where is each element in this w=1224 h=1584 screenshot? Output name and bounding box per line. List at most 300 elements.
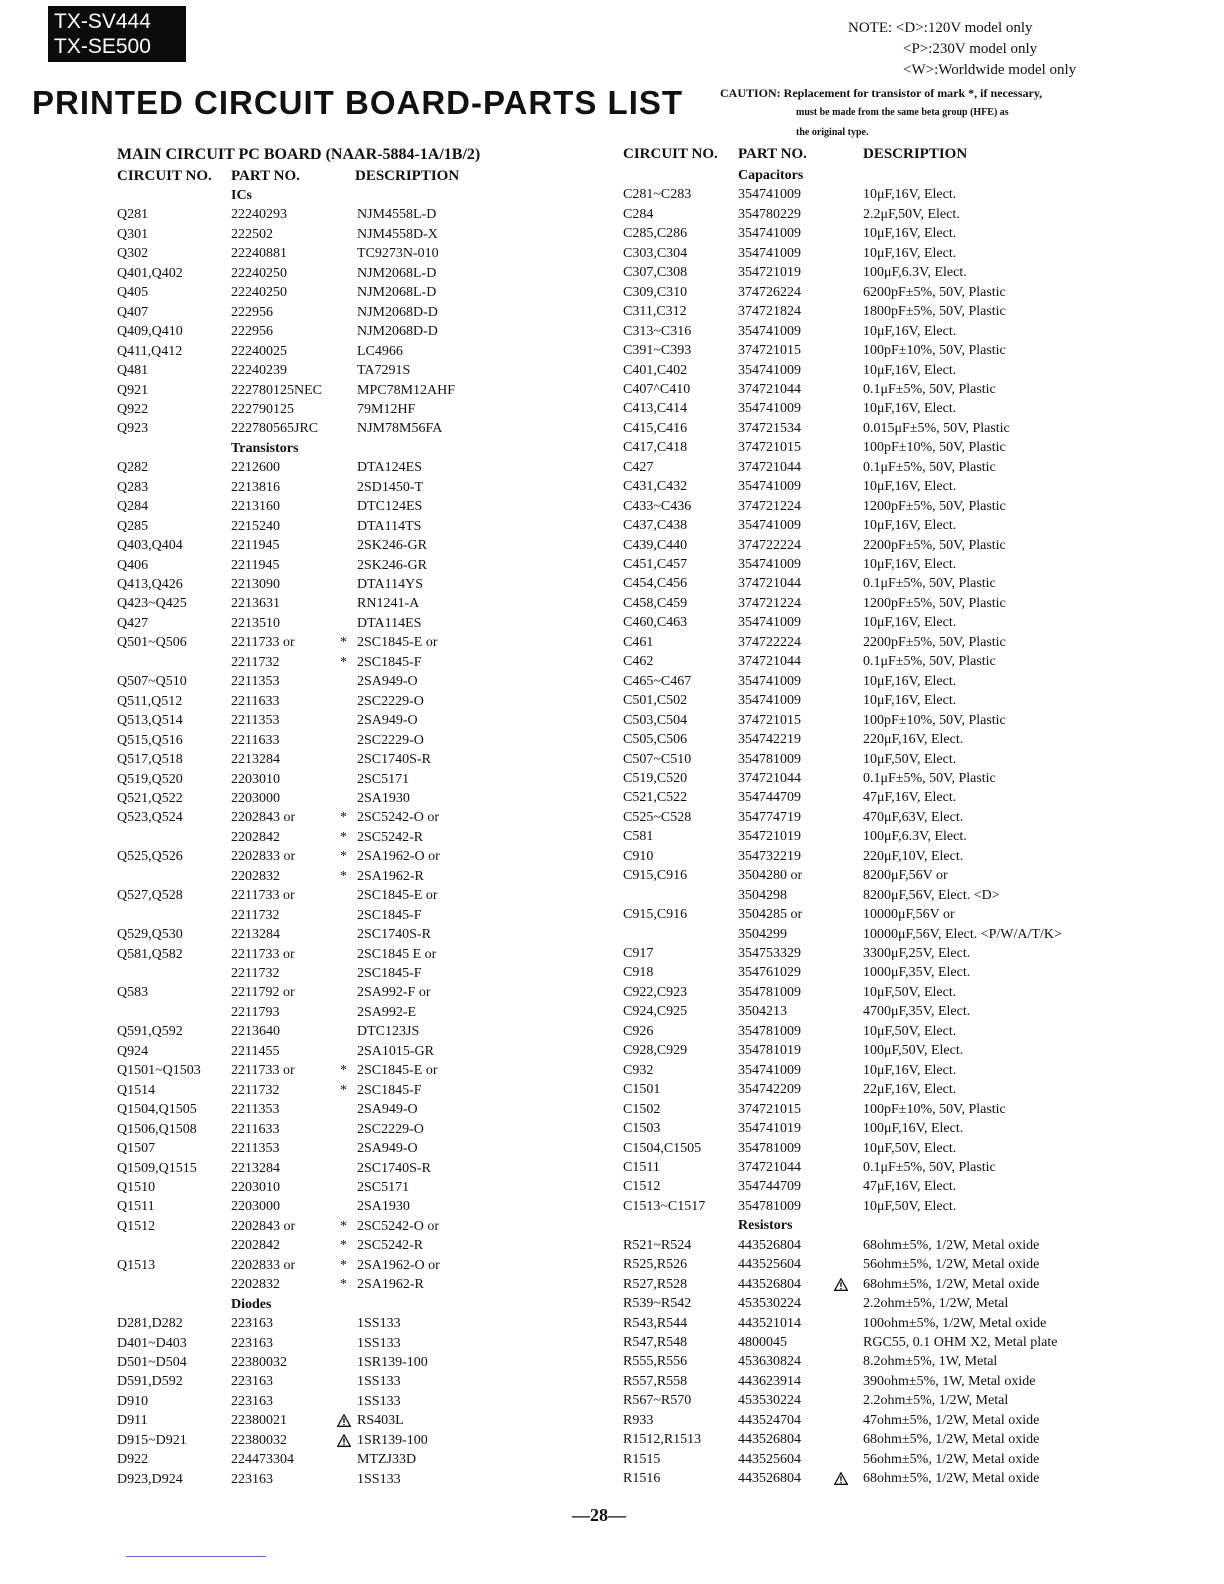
circuit-no: C910 [623, 848, 654, 864]
circuit-no: R527,R528 [623, 1276, 688, 1292]
part-no: 374726224 [738, 284, 801, 300]
parts-row [117, 1022, 587, 1041]
description: 2SA949-O [357, 1102, 418, 1118]
parts-row [117, 1392, 587, 1411]
hfe-mark: * [340, 1238, 347, 1254]
description: 10μF,50V, Elect. [863, 1140, 957, 1156]
parts-row [117, 1217, 587, 1236]
caution-line: the original type. [796, 127, 869, 138]
parts-row [117, 419, 587, 438]
circuit-no: C503,C504 [623, 712, 688, 728]
description: 100pF±10%, 50V, Plastic [863, 440, 1006, 456]
part-no: 222790125 [231, 401, 294, 417]
part-no: 354741009 [738, 557, 801, 572]
circuit-no: C581 [623, 829, 654, 845]
circuit-no: C465~C467 [623, 673, 692, 689]
part-no: 354741009 [738, 693, 801, 709]
circuit-no: R567~R570 [623, 1393, 692, 1409]
circuit-no: C918 [623, 965, 654, 981]
circuit-no: Q405 [117, 285, 149, 301]
parts-row [117, 1314, 587, 1333]
circuit-no: C407^C410 [623, 381, 691, 397]
part-no: 2215240 [231, 518, 280, 534]
part-no: 2202833 or [231, 849, 296, 865]
part-no: 443526804 [738, 1237, 801, 1253]
description: 2SA1962-R [357, 868, 424, 884]
part-no: 354741009 [738, 226, 801, 242]
description: 2SC1845-E or [357, 1063, 438, 1079]
parts-row [623, 652, 1093, 671]
parts-row [117, 925, 587, 944]
circuit-no: C917 [623, 946, 654, 961]
caution-line: must be made from the same beta group (HFE) as [796, 107, 1009, 118]
circuit-no: Q515,Q516 [117, 732, 183, 748]
part-no: 222780125NEC [231, 382, 322, 398]
parts-row [117, 1100, 587, 1119]
part-no: 374721015 [738, 712, 801, 728]
circuit-no: R539~R542 [623, 1296, 692, 1312]
circuit-no: R1512,R1513 [623, 1432, 702, 1448]
part-no: 374721044 [738, 576, 801, 592]
page-title: PRINTED CIRCUIT BOARD-PARTS LIST [32, 84, 684, 121]
parts-row [623, 341, 1093, 360]
parts-row [623, 1275, 1093, 1294]
part-no: 2203010 [231, 1179, 280, 1195]
page-number: —28— [572, 1505, 626, 1525]
part-no: 374721044 [738, 654, 801, 670]
part-no: 354741009 [738, 479, 801, 495]
part-no: 2211633 [231, 1121, 280, 1137]
description: 100μF,6.3V, Elect. [863, 829, 967, 845]
description: 10μF,50V, Elect. [863, 1198, 957, 1214]
parts-row [117, 1003, 587, 1022]
parts-row [623, 711, 1093, 730]
description: 1SR139-100 [357, 1432, 428, 1448]
part-no: 2202843 or [231, 810, 296, 826]
description: 1SR139-100 [357, 1355, 428, 1370]
description: 10μF,16V, Elect. [863, 362, 957, 378]
parts-row [117, 1236, 587, 1255]
circuit-no: C521,C522 [623, 790, 688, 806]
parts-row [117, 517, 587, 536]
description: 68ohm±5%, 1/2W, Metal oxide [863, 1432, 1040, 1448]
part-no: 354741009 [738, 1062, 801, 1078]
circuit-no: C915,C916 [623, 907, 688, 923]
description: 2SC1740S-R [357, 1160, 431, 1176]
parts-row [623, 477, 1093, 496]
parts-row [117, 828, 587, 847]
hfe-mark: * [340, 1277, 347, 1293]
description: 2.2ohm±5%, 1/2W, Metal [863, 1296, 1009, 1312]
parts-row [623, 594, 1093, 613]
parts-row [623, 925, 1093, 944]
hfe-mark: * [340, 1257, 347, 1273]
description: 470μF,63V, Elect. [863, 809, 964, 825]
circuit-no: D922 [117, 1452, 149, 1468]
description: 2SC2229-O [357, 732, 424, 748]
part-no: 374721534 [738, 420, 801, 436]
description: 10000μF,56V, Elect. <P/W/A/T/K> [863, 926, 1062, 942]
part-no: 354744709 [738, 1179, 801, 1195]
circuit-no: C417,C418 [623, 440, 688, 456]
part-no: 354781019 [738, 1043, 801, 1059]
parts-row [623, 1080, 1093, 1099]
circuit-no: C1513~C1517 [623, 1198, 706, 1214]
circuit-no: Q921 [117, 382, 149, 398]
part-no: 2211945 [231, 557, 280, 573]
part-no: 354741009 [738, 187, 801, 203]
part-no: 22240239 [231, 363, 287, 379]
part-no: 3504285 or [738, 907, 803, 923]
parts-row [117, 1159, 587, 1178]
description: 1SS133 [357, 1374, 401, 1390]
parts-row [623, 866, 1093, 885]
circuit-no: Q1513 [117, 1257, 156, 1273]
part-no: 443521014 [738, 1315, 801, 1331]
group-heading: Transistors [231, 440, 299, 456]
circuit-no: C915,C916 [623, 868, 688, 884]
circuit-no: Q413,Q426 [117, 577, 183, 592]
hfe-mark: * [340, 849, 347, 865]
parts-row [117, 633, 587, 652]
description: 2SA992-E [357, 1004, 417, 1020]
part-no: 2211732 [231, 654, 280, 670]
parts-row [117, 983, 587, 1002]
circuit-no: C507~C510 [623, 751, 692, 767]
parts-row [623, 788, 1093, 807]
parts-row [623, 536, 1093, 555]
circuit-no: C505,C506 [623, 732, 688, 748]
description: DTA114YS [357, 577, 424, 592]
circuit-no: C431,C432 [623, 479, 688, 495]
parts-row [117, 1334, 587, 1353]
description: 2SC5242-R [357, 829, 424, 845]
description: 2SC1740S-R [357, 752, 431, 768]
part-no: 443525604 [738, 1451, 801, 1467]
circuit-no: C413,C414 [623, 401, 688, 417]
part-no: 354741009 [738, 245, 801, 261]
parts-row [117, 1139, 587, 1158]
circuit-no: Q501~Q506 [117, 635, 187, 651]
description: 10μF,50V, Elect. [863, 751, 957, 767]
parts-row [623, 166, 1093, 185]
description: 100μF,50V, Elect. [863, 1043, 964, 1059]
part-no: 354781009 [738, 1140, 801, 1156]
part-no: 3504280 or [738, 868, 803, 884]
parts-row [623, 263, 1093, 282]
description: 2SC1845-F [357, 907, 422, 923]
parts-row [623, 613, 1093, 632]
description: DTA124ES [357, 460, 422, 476]
hfe-mark: * [340, 1218, 347, 1234]
part-no: 354741009 [738, 323, 801, 339]
circuit-no: C461 [623, 634, 654, 650]
parts-row [623, 983, 1093, 1002]
parts-row [117, 478, 587, 497]
description: 1SS133 [357, 1335, 401, 1351]
parts-row [117, 283, 587, 302]
description: 79M12HF [357, 401, 416, 417]
part-no: 374721015 [738, 343, 801, 359]
footer-rule [126, 1556, 266, 1557]
circuit-no: Q423~Q425 [117, 596, 187, 612]
part-no: 354774719 [738, 809, 801, 825]
description: 100pF±10%, 50V, Plastic [863, 712, 1006, 728]
part-no: 453630824 [738, 1354, 801, 1370]
hfe-mark: * [340, 868, 347, 884]
circuit-no: C313~C316 [623, 323, 692, 339]
description: 2SC1845-F [357, 1082, 422, 1098]
description: 220μF,10V, Elect. [863, 848, 964, 864]
parts-row [117, 614, 587, 633]
description: 47μF,16V, Elect. [863, 790, 957, 806]
description: RGC55, 0.1 OHM X2, Metal plate [863, 1335, 1058, 1350]
parts-row [623, 1119, 1093, 1138]
note-line: <W>:Worldwide model only [903, 62, 1077, 78]
part-no: 354742219 [738, 732, 801, 748]
description: 2200pF±5%, 50V, Plastic [863, 634, 1006, 650]
part-no: 4800045 [738, 1335, 787, 1350]
description: 2SC1845-F [357, 654, 422, 670]
description: 2SC2229-O [357, 1121, 424, 1137]
circuit-no: Q1511 [117, 1199, 155, 1215]
parts-row [117, 1411, 587, 1430]
parts-row [623, 1197, 1093, 1216]
description: 100ohm±5%, 1/2W, Metal oxide [863, 1315, 1047, 1331]
description: 10μF,50V, Elect. [863, 1023, 957, 1039]
circuit-no: Q1507 [117, 1141, 156, 1157]
description: 2SC5242-O or [357, 810, 440, 826]
part-no: 2202842 [231, 1238, 280, 1254]
part-no: 354721019 [738, 829, 801, 845]
header-part-no: PART NO. [738, 146, 807, 162]
parts-row [117, 672, 587, 691]
circuit-no: C309,C310 [623, 284, 688, 300]
description: 10μF,16V, Elect. [863, 693, 957, 709]
circuit-no: D501~D504 [117, 1355, 187, 1370]
part-no: 374721224 [738, 595, 801, 611]
description: 8200μF,56V or [863, 868, 948, 884]
description: 68ohm±5%, 1/2W, Metal oxide [863, 1471, 1040, 1487]
parts-row [623, 672, 1093, 691]
parts-row [623, 886, 1093, 905]
part-no: 2202832 [231, 868, 280, 884]
part-no: 374721824 [738, 304, 801, 320]
circuit-no: Q507~Q510 [117, 674, 187, 690]
description: 10μF,16V, Elect. [863, 401, 957, 417]
description: 2SA992-F or [357, 985, 431, 1001]
part-no: 443526804 [738, 1432, 801, 1448]
parts-row [623, 399, 1093, 418]
circuit-no: Q529,Q530 [117, 927, 183, 943]
circuit-no: C307,C308 [623, 265, 688, 281]
part-no: 2211455 [231, 1043, 280, 1059]
parts-row [117, 556, 587, 575]
part-no: 354741019 [738, 1121, 801, 1137]
circuit-no: R555,R556 [623, 1354, 688, 1370]
circuit-no: Q1509,Q1515 [117, 1160, 197, 1176]
parts-row [623, 1469, 1093, 1488]
description: NJM2068D-D [357, 324, 438, 340]
parts-row [623, 283, 1093, 302]
description: 2SC2229-O [357, 693, 424, 709]
circuit-no: Q302 [117, 246, 149, 262]
parts-row [117, 264, 587, 283]
part-no: 2202832 [231, 1277, 280, 1293]
part-no: 2213816 [231, 479, 280, 495]
part-no: 22380032 [231, 1432, 287, 1448]
parts-row [623, 574, 1093, 593]
description: 6200pF±5%, 50V, Plastic [863, 284, 1006, 300]
circuit-no: D591,D592 [117, 1374, 183, 1390]
part-no: 2213090 [231, 577, 280, 592]
part-no: 443623914 [738, 1373, 801, 1389]
circuit-no: C926 [623, 1023, 654, 1039]
circuit-no: C525~C528 [623, 809, 692, 825]
parts-row [117, 789, 587, 808]
description: NJM2068L-D [357, 285, 437, 301]
part-no: 2211732 [231, 1082, 280, 1098]
parts-row [623, 1294, 1093, 1313]
part-no: 22240881 [231, 246, 287, 262]
part-no: 2213510 [231, 615, 280, 631]
parts-row [623, 322, 1093, 341]
parts-row [623, 302, 1093, 321]
description: DTA114ES [357, 615, 422, 631]
description: NJM4558D-X [357, 226, 438, 242]
description: 2SC1845-E or [357, 635, 438, 651]
circuit-no: C433~C436 [623, 498, 692, 514]
circuit-no: R1516 [623, 1471, 661, 1487]
description: 2SC1845-E or [357, 888, 438, 904]
parts-row [117, 1081, 587, 1100]
description: RS403L [357, 1413, 404, 1429]
part-no: 222502 [231, 226, 273, 242]
parts-row [623, 1216, 1093, 1235]
parts-row [117, 906, 587, 925]
description: 220μF,16V, Elect. [863, 732, 964, 748]
part-no: 374721015 [738, 1101, 801, 1117]
description: 10μF,16V, Elect. [863, 187, 957, 203]
circuit-no: R521~R524 [623, 1237, 692, 1253]
parts-row [623, 1314, 1093, 1333]
parts-row [623, 1255, 1093, 1274]
description: MTZJ33D [357, 1452, 417, 1468]
description: NJM2068L-D [357, 265, 437, 281]
parts-row [623, 633, 1093, 652]
parts-row [623, 808, 1093, 827]
part-no: 2211353 [231, 1141, 280, 1157]
part-no: 354741009 [738, 615, 801, 631]
part-no: 224473304 [231, 1452, 294, 1468]
part-no: 2213284 [231, 927, 280, 943]
part-no: 2211353 [231, 1102, 280, 1118]
part-no: 2202842 [231, 829, 280, 845]
description: 47μF,16V, Elect. [863, 1179, 957, 1195]
part-no: 374722224 [738, 634, 801, 650]
description: 10μF,16V, Elect. [863, 479, 957, 495]
parts-row [117, 458, 587, 477]
circuit-no: Q285 [117, 518, 149, 534]
circuit-no: C922,C923 [623, 984, 688, 1000]
parts-row [623, 1391, 1093, 1410]
circuit-no: C1502 [623, 1101, 661, 1117]
parts-row [623, 380, 1093, 399]
part-no: 354741009 [738, 673, 801, 689]
part-no: 354741009 [738, 401, 801, 417]
circuit-no: Q301 [117, 226, 149, 242]
group-heading: ICs [231, 188, 253, 203]
description: 10μF,16V, Elect. [863, 226, 957, 242]
hfe-mark: * [340, 1063, 347, 1079]
part-no: 453530224 [738, 1393, 801, 1409]
part-no: 354741009 [738, 518, 801, 534]
description: 10μF,50V, Elect. [863, 984, 957, 1000]
description: 2SC5242-O or [357, 1218, 440, 1234]
parts-row [117, 186, 587, 205]
circuit-no: Q409,Q410 [117, 324, 183, 340]
description: 1800pF±5%, 50V, Plastic [863, 304, 1006, 320]
circuit-no: R557,R558 [623, 1373, 688, 1389]
description: 1SS133 [357, 1393, 401, 1409]
circuit-no: Q527,Q528 [117, 888, 183, 904]
circuit-no: Q1512 [117, 1218, 156, 1234]
description: 2SC1845 E or [357, 946, 437, 962]
circuit-no: C311,C312 [623, 304, 687, 320]
description: 2SA1930 [357, 1199, 410, 1215]
circuit-no: C437,C438 [623, 518, 688, 534]
description: 10μF,16V, Elect. [863, 615, 957, 631]
part-no: 2211733 or [231, 888, 295, 904]
circuit-no: Q1506,Q1508 [117, 1121, 197, 1137]
header-part-no: PART NO. [231, 168, 300, 184]
description: NJM2068D-D [357, 304, 438, 320]
part-no: 374721044 [738, 1159, 801, 1175]
part-no: 2211733 or [231, 946, 295, 962]
description: 10μF,16V, Elect. [863, 557, 957, 572]
description: 2SA1015-GR [357, 1043, 435, 1059]
circuit-no: C1501 [623, 1082, 661, 1098]
description: 4700μF,35V, Elect. [863, 1004, 971, 1020]
header-description: DESCRIPTION [355, 168, 460, 184]
description: 100μF,16V, Elect. [863, 1121, 964, 1137]
parts-row [117, 731, 587, 750]
part-no: 354761029 [738, 965, 801, 981]
circuit-no: Q922 [117, 401, 149, 417]
parts-row [623, 1450, 1093, 1469]
parts-row [623, 1100, 1093, 1119]
parts-row [623, 497, 1093, 516]
parts-row [623, 1352, 1093, 1371]
part-no: 22380032 [231, 1355, 287, 1370]
circuit-no: C928,C929 [623, 1043, 688, 1059]
note-line: <P>:230V model only [903, 41, 1038, 57]
part-no: 223163 [231, 1374, 273, 1390]
group-heading: Resistors [738, 1218, 793, 1234]
parts-row [117, 867, 587, 886]
circuit-no: D911 [117, 1413, 148, 1429]
description: 2SA1962-O or [357, 849, 440, 865]
part-no: 354742209 [738, 1082, 801, 1098]
circuit-no: C415,C416 [623, 420, 688, 436]
circuit-no: C460,C463 [623, 615, 688, 631]
parts-row [117, 1450, 587, 1469]
description: 56ohm±5%, 1/2W, Metal oxide [863, 1451, 1040, 1467]
description: 2SC5171 [357, 771, 410, 787]
parts-row [623, 1061, 1093, 1080]
parts-row [623, 458, 1093, 477]
part-no: 443526804 [738, 1276, 801, 1292]
